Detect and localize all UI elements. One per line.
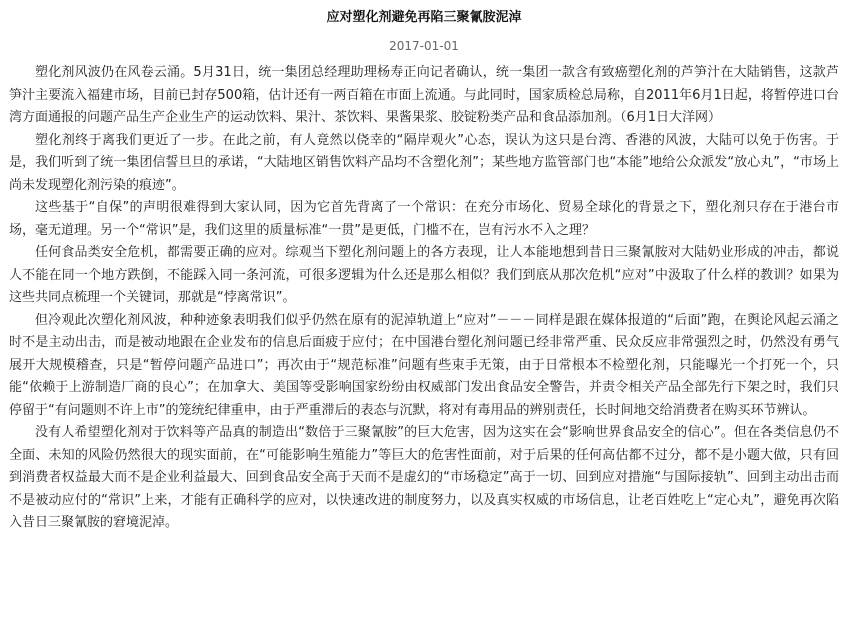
article-paragraph: 任何食品类安全危机，都需要正确的应对。综观当下塑化剂问题上的各方表现，让人本能地想到昔日三聚氰胺对大陆奶业形成的冲击，都说人不能在同一个地方跌倒，不能踩入同一条河流，可很多逻辑为什么还是那么相似？我们到底从那次危机“应对”中汲取了什么样的教训？如果为这些共同点梳理一个关键词，那就是“悖离常识”。: [9, 245, 839, 305]
article-paragraph: 塑化剂终于离我们更近了一步。在此之前，有人竟然以侥幸的“隔岸观火”心态，误认为这只是台湾、香港的风波，大陆可以免于伤害。于是，我们听到了统一集团信誓旦旦的承诺，“大陆地区销售饮料产品均不含塑化剂”；某些地方监管部门也“本能”地给公众派发“放心丸”，“市场上尚未发现塑化剂污染的痕迹”。: [9, 132, 839, 193]
article-paragraph: 这些基于“自保”的声明很难得到大家认同，因为它首先背离了一个常识：在充分市场化、贸易全球化的背景之下，塑化剂只存在于港台市场，毫无道理。另一个“常识”是，我们这里的质量标准“一贯”是更低，门槛不在，岂有污水不入之理？: [9, 200, 839, 238]
article-date: 2017-01-01: [389, 39, 459, 53]
article-title: 应对塑化剂避免再陷三聚氰胺泥淖: [326, 10, 522, 25]
article-paragraph: 塑化剂风波仍在风卷云涌。5月31日，统一集团总经理助理杨寿正向记者确认，统一集团一款含有致癌塑化剂的芦笋汁在大陆销售，这款芦笋汁主要流入福建市场，目前已封存500箱，估计还有一两百箱在市面上流通。与此同时，国家质检总局称，自2011年6月1日起，将暂停进口台湾方面通报的问题产品生产企业生产的运动饮料、果汁、茶饮料、果酱果浆、胶锭粉类产品和食品添加剂。（6月1日大洋网）: [9, 65, 839, 125]
article-body: [9, 62, 839, 535]
article-paragraph: 但冷观此次塑化剂风波，种种迹象表明我们似乎仍然在原有的泥淖轨道上“应对”－－－同样是跟在媒体报道的“后面”跑，在舆论风起云涌之时不是主动出击，而是被动地跟在企业发布的信息后面疲于应付；在中国港台塑化剂问题已经非常严重、民众反应非常强烈之时，仍然没有勇气展开大规模稽查，只是“暂停问题产品进口”；再次由于“规范标准”问题有些束手无策，由于日常根本不检塑化剂，只能曝光一个打死一个，只能“依赖于上游制造厂商的良心”；在加拿大、美国等受影响国家纷纷由权威部门发出食品安全警告，并责令相关产品全部先行下架之时，我们只停留于“有问题则不许上市”的笼统纪律重申，由于严重滞后的表态与沉默，将对有毒用品的辨别责任，长时间地交给消费者在购买环节辨认。: [9, 312, 839, 418]
article-paragraph: 没有人希望塑化剂对于饮料等产品真的制造出“数倍于三聚氰胺”的巨大危害，因为这实在会“影响世界食品安全的信心”。但在各类信息仍不全面、未知的风险仍然很大的现实面前，在“可能影响生殖能力”等巨大的危害性面前，对于后果的任何高估都不过分，都不是小题大做，只有回到消费者权益最大而不是企业利益最大、回到食品安全高于天而不是虚幻的“市场稳定”高于一切、回到应对措施“与国际接轨”、回到主动出击而不是被动应付的“常识”上来，才能有正确科学的应对，以快速改进的制度努力，以及真实权威的市场信息，让老百姓吃上“定心丸”，避免再次陷入昔日三聚氰胺的窘境泥淖。: [9, 425, 839, 530]
